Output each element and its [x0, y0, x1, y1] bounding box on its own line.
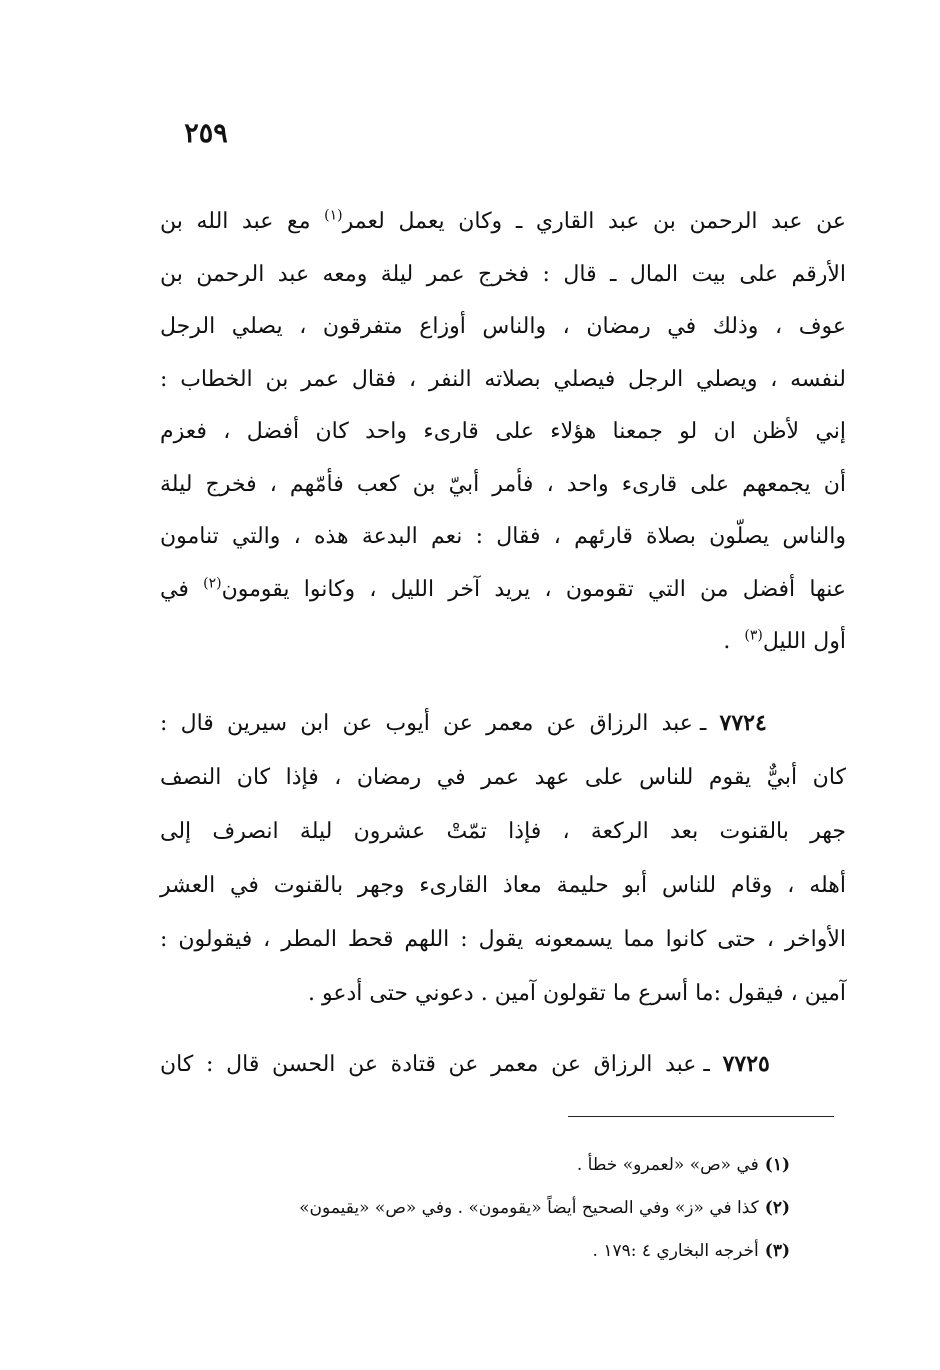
paragraph-2-line-1-text: ـ عبد الرزاق عن معمر عن أيوب عن ابن سيرين قال : [160, 711, 707, 736]
hadith-number-7725: ٧٧٢٥ [722, 1051, 770, 1077]
paragraph-3 [160, 1038, 846, 1091]
paragraph-2-line-1 [160, 696, 846, 751]
footnote-3-text: أخرجه البخاري ٤ :١٧٩ . [592, 1241, 759, 1261]
footnote-3-marker: (٣) [764, 1241, 790, 1261]
footnote-2 [150, 1187, 790, 1230]
footnote-ref-1: (١) [324, 207, 343, 224]
paragraph-1-line-9-tail: . [723, 629, 731, 654]
footnote-ref-2: (٢) [203, 575, 222, 592]
paragraph-2-line-3: جهر بالقنوت بعد الركعة ، فإذا تمّتْ عشرون ليلة انصرف إلى [160, 819, 846, 844]
page-number: ٢٥٩ [184, 118, 228, 149]
paragraph-2-line-5: الأواخر ، حتى كانوا مما يسمعونه يقول : اللهم قحط المطر ، فيقولون : [160, 927, 846, 952]
paragraph-1-line-9-text: أول الليل [762, 629, 846, 654]
paragraph-1 [160, 196, 846, 669]
paragraph-1-line-8-tail: في [160, 576, 189, 602]
footnote-1-marker: (١) [764, 1155, 790, 1175]
paragraph-1-line-5: إني لأظن ان لو جمعنا هؤلاء على قارىء واحد كان أفضل ، فعزم [160, 419, 846, 444]
paragraph-1-line-3: عوف ، وذلك في رمضان ، والناس أوزاع متفرقون ، يصلي الرجل [160, 314, 846, 339]
paragraph-1-line-1 [160, 196, 846, 249]
footnote-1-text: في «ص» «لعمرو» خطأ . [576, 1155, 759, 1175]
paragraph-1-line-6: أن يجمعهم على قارىء واحد ، فأمر أبيّ بن كعب فأمّهم ، فخرج ليلة [160, 471, 846, 497]
paragraph-2-line-6: آمين ، فيقول :ما أسرع ما تقولون آمين . دعوني حتى أدعو . [308, 981, 846, 1006]
paragraph-1-line-8-text: عنها أفضل من التي تقومون ، يريد آخر الليل ، وكانوا يقومون [221, 576, 846, 602]
footnote-2-text: كذا في «ز» وفي الصحيح أيضاً «يقومون» . وفي «ص» «يقيمون» [299, 1198, 759, 1218]
footnote-ref-3: (٣) [744, 627, 763, 644]
paragraph-1-line-8 [160, 564, 846, 617]
paragraph-2 [160, 696, 846, 1021]
paragraph-3-line-1 [160, 1038, 846, 1091]
footnote-2-marker: (٢) [764, 1198, 790, 1218]
hadith-number-7724: ٧٧٢٤ [719, 710, 767, 736]
footnotes [150, 1144, 790, 1273]
paragraph-1-line-7: والناس يصلّون بصلاة قارئهم ، فقال : نعم البدعة هذه ، والتي تنامون [160, 524, 846, 549]
paragraph-2-line-2: كان أبيٌّ يقوم للناس على عهد عمر في رمضان ، فإذا كان النصف [160, 765, 846, 790]
footnote-separator [568, 1116, 834, 1117]
paragraph-1-line-1-tail: مع عبد الله بن [160, 209, 311, 234]
footnote-1 [150, 1144, 790, 1187]
paragraph-1-line-2: الأرقم على بيت المال ـ قال : فخرج عمر ليلة ومعه عبد الرحمن بن [160, 261, 846, 287]
paragraph-1-line-1-text: عن عبد الرحمن بن عبد القاري ـ وكان يعمل لعمر [342, 209, 847, 234]
paragraph-1-line-4: لنفسه ، ويصلي الرجل فيصلي بصلاته النفر ، فقال عمر بن الخطاب : [160, 366, 846, 392]
paragraph-2-line-4: أهله ، وقام للناس أبو حليمة معاذ القارىء وجهر بالقنوت في العشر [160, 873, 846, 898]
paragraph-1-line-9 [160, 616, 846, 669]
footnote-3 [150, 1230, 790, 1273]
paragraph-3-line-1-text: ـ عبد الرزاق عن معمر عن قتادة عن الحسن قال : كان [160, 1052, 710, 1077]
